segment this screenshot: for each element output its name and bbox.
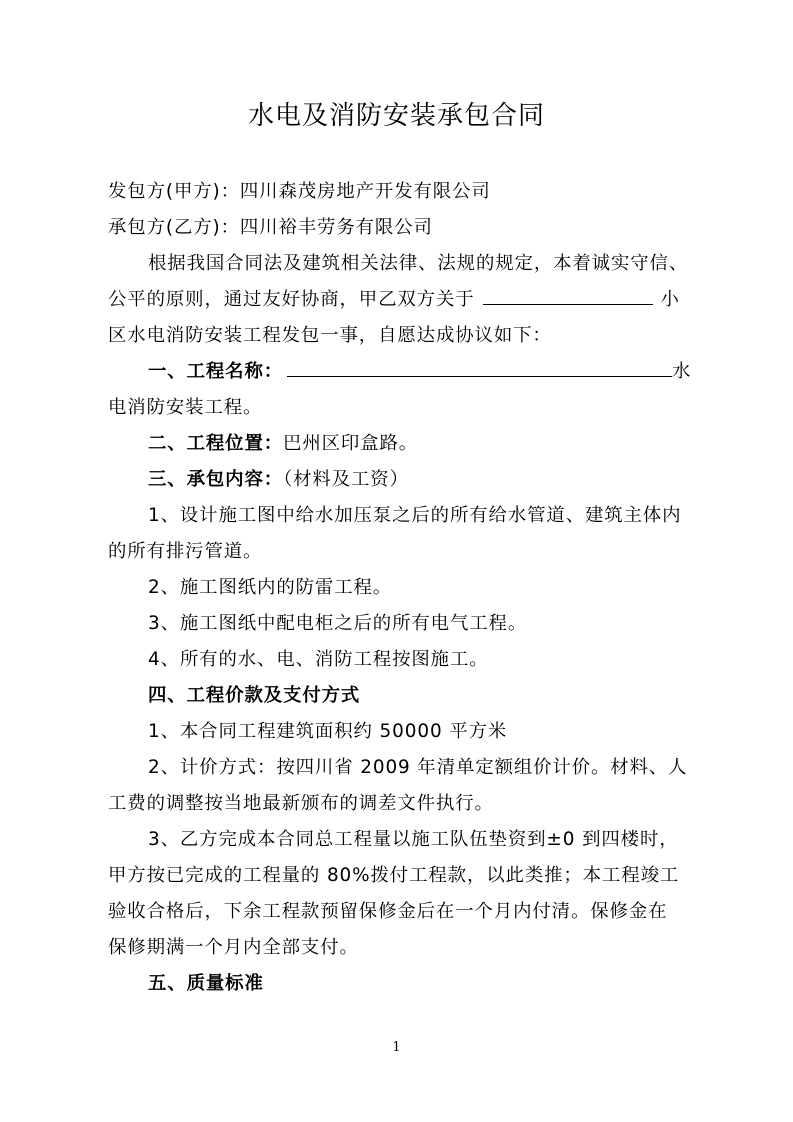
section-3-heading: 三、承包内容：	[148, 469, 284, 490]
section-4-item-2-line-2: 工费的调整按当地最新颁布的调差文件执行。	[108, 793, 494, 814]
page-number: 1	[392, 1040, 401, 1055]
section-4-item-2-line-1: 2、计价方式：按四川省 2009 年清单定额组价计价。材料、人	[148, 757, 688, 778]
section-4-item-1: 1、本合同工程建筑面积约 50000 平方米	[148, 721, 508, 742]
section-2-value: 巴州区印盒路。	[283, 433, 419, 454]
section-3-item-1-line-1: 1、设计施工图中给水加压泵之后的所有给水管道、建筑主体内	[148, 505, 682, 526]
section-4-heading: 四、工程价款及支付方式	[148, 685, 361, 706]
preamble-line-2	[108, 282, 690, 318]
party-a: 发包方(甲方)：四川森茂房地产开发有限公司	[108, 181, 491, 202]
section-1-continuation: 电消防安装工程。	[108, 397, 263, 418]
section-1-heading: 一、工程名称：	[148, 361, 284, 382]
preamble-line-1: 根据我国合同法及建筑相关法律、法规的规定，本着诚实守信、	[148, 253, 689, 274]
project-name-blank-2	[287, 354, 672, 377]
preamble-line-2-tail: 小	[660, 289, 680, 310]
section-4-item-3-line-2: 甲方按已完成的工程量的 80%拨付工程款，以此类推；本工程竣工	[108, 865, 680, 886]
project-name-blank-1	[483, 282, 653, 305]
section-3-item-3: 3、施工图纸中配电柜之后的所有电气工程。	[148, 613, 528, 634]
section-1-tail: 水	[672, 361, 692, 382]
contract-body	[108, 174, 690, 1002]
section-3	[108, 462, 690, 498]
section-3-note: （材料及工资）	[283, 469, 409, 490]
section-1	[108, 354, 690, 390]
section-3-item-4: 4、所有的水、电、消防工程按图施工。	[148, 649, 489, 670]
section-3-item-1-line-2: 的所有排污管道。	[108, 541, 263, 562]
preamble-line-3: 区水电消防安装工程发包一事，自愿达成协议如下：	[108, 325, 552, 346]
section-4-item-3-line-4: 保修期满一个月内全部支付。	[108, 937, 359, 958]
preamble-line-2-text: 公平的原则，通过友好协商，甲乙双方关于	[108, 289, 475, 310]
section-4-item-3-line-3: 验收合格后，下余工程款预留保修金后在一个月内付清。保修金在	[108, 901, 668, 922]
page-title: 水电及消防安装承包合同	[247, 101, 545, 131]
section-5-heading: 五、质量标准	[148, 973, 264, 994]
section-4-item-3-line-1: 3、乙方完成本合同总工程量以施工队伍垫资到±0 到四楼时，	[148, 829, 679, 850]
section-2	[108, 426, 690, 462]
party-b: 承包方(乙方)：四川裕丰劳务有限公司	[108, 217, 433, 238]
section-2-heading: 二、工程位置：	[148, 433, 284, 454]
section-3-item-2: 2、施工图纸内的防雷工程。	[148, 577, 393, 598]
